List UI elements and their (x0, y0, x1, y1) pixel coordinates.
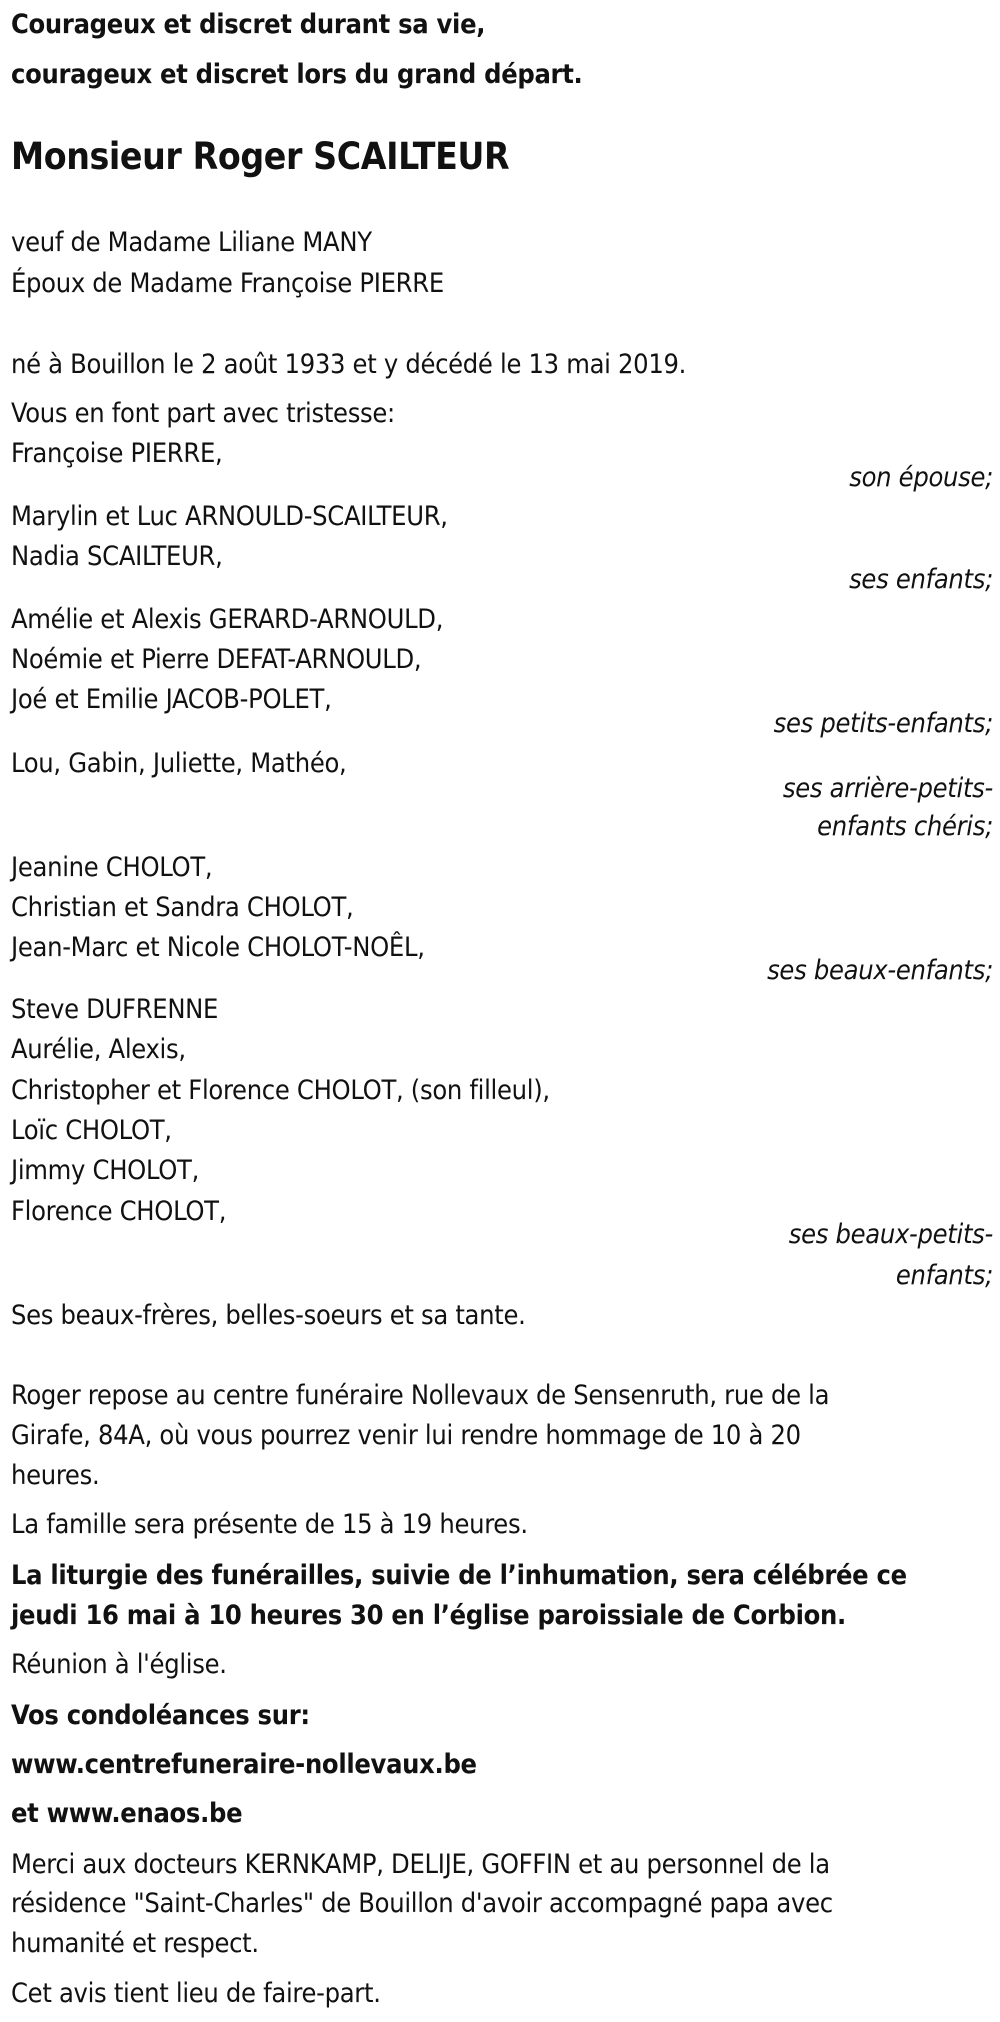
family-relation: ses beaux-petits- (788, 1219, 993, 1250)
thanks-line-2: résidence "Saint-Charles" de Bouillon d'avoir accompagné papa avec (11, 1888, 833, 1919)
condolences-label: Vos condoléances sur: (11, 1700, 310, 1731)
widower-of: veuf de Madame Liliane MANY (11, 227, 372, 258)
family-name: Aurélie, Alexis, (11, 1034, 186, 1065)
family-name: Marylin et Luc ARNOULD-SCAILTEUR, (11, 501, 448, 532)
family-name: Steve DUFRENNE (11, 994, 219, 1025)
family-relation: ses arrière-petits- (782, 773, 993, 804)
family-name: Nadia SCAILTEUR, (11, 541, 223, 572)
thanks-line-3: humanité et respect. (11, 1928, 259, 1959)
family-name: Jeanine CHOLOT, (11, 852, 213, 883)
extended-family: Ses beaux-frères, belles-soeurs et sa tante. (11, 1300, 526, 1331)
family-name: Christopher et Florence CHOLOT, (son filleul), (11, 1075, 550, 1106)
condolences-link-2[interactable]: et www.enaos.be (11, 1798, 243, 1829)
family-name: Christian et Sandra CHOLOT, (11, 892, 354, 923)
epigraph-line-2: courageux et discret lors du grand départ. (11, 59, 583, 90)
family-relation: ses enfants; (849, 564, 993, 595)
family-name: Florence CHOLOT, (11, 1196, 227, 1227)
visitation-line-2: Girafe, 84A, où vous pourrez venir lui rendre hommage de 10 à 20 (11, 1420, 801, 1451)
family-name: Amélie et Alexis GERARD-ARNOULD, (11, 604, 444, 635)
husband-of: Époux de Madame Françoise PIERRE (11, 268, 444, 299)
family-relation: ses beaux-enfants; (767, 955, 993, 986)
family-relation: enfants chéris; (817, 811, 993, 842)
family-relation: enfants; (895, 1260, 993, 1291)
family-name: Lou, Gabin, Juliette, Mathéo, (11, 748, 347, 779)
funeral-line-1: La liturgie des funérailles, suivie de l’inhumation, sera célébrée ce (11, 1560, 907, 1591)
visitation-line-1: Roger repose au centre funéraire Nollevaux de Sensenruth, rue de la (11, 1380, 830, 1411)
family-name: Joé et Emilie JACOB-POLET, (11, 684, 332, 715)
birth-death-line: né à Bouillon le 2 août 1933 et y décédé le 13 mai 2019. (11, 349, 687, 380)
closing-line: Cet avis tient lieu de faire-part. (11, 1978, 381, 2009)
family-name: Jimmy CHOLOT, (11, 1155, 200, 1186)
deceased-name-title: Monsieur Roger SCAILTEUR (11, 135, 510, 178)
visitation-line-3: heures. (11, 1460, 100, 1491)
funeral-line-2: jeudi 16 mai à 10 heures 30 en l’église paroissiale de Corbion. (11, 1600, 846, 1631)
family-name: Françoise PIERRE, (11, 438, 223, 469)
epigraph-line-1: Courageux et discret durant sa vie, (11, 9, 486, 40)
family-relation: son épouse; (849, 462, 993, 493)
family-name: Loïc CHOLOT, (11, 1115, 172, 1146)
family-name: Noémie et Pierre DEFAT-ARNOULD, (11, 644, 422, 675)
thanks-line-1: Merci aux docteurs KERNKAMP, DELIJE, GOFFIN et au personnel de la (11, 1849, 830, 1880)
condolences-link-1[interactable]: www.centrefuneraire-nollevaux.be (11, 1749, 477, 1780)
family-name: Jean-Marc et Nicole CHOLOT-NOÊL, (11, 932, 425, 963)
family-presence: La famille sera présente de 15 à 19 heures. (11, 1509, 528, 1540)
meeting-place: Réunion à l'église. (11, 1649, 227, 1680)
announcement-intro: Vous en font part avec tristesse: (11, 398, 395, 429)
family-relation: ses petits-enfants; (773, 708, 993, 739)
